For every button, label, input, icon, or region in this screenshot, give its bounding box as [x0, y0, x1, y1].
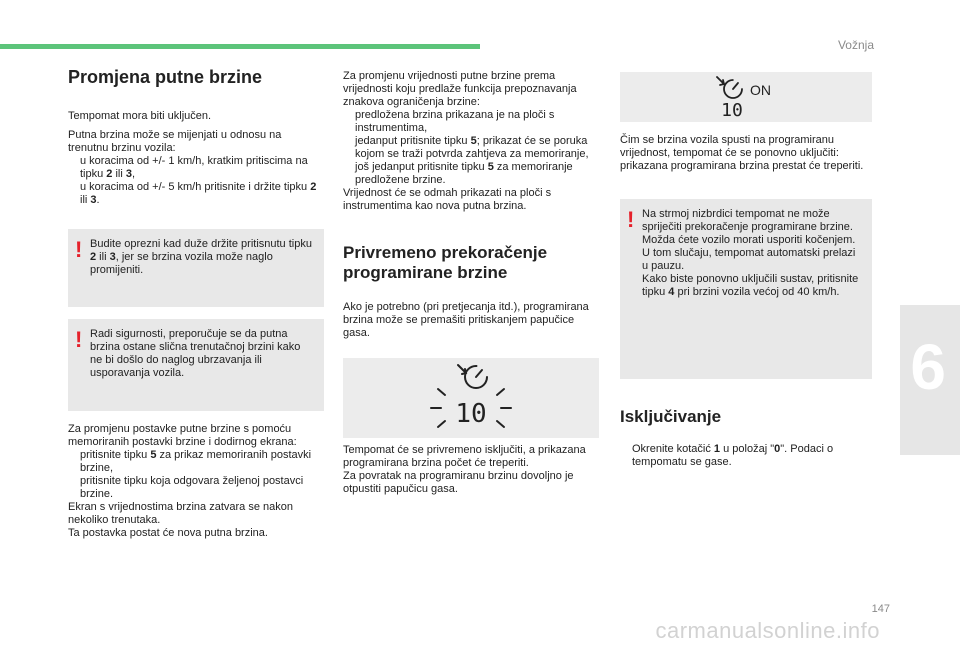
paragraph: Za promjenu postavke putne brzine s pomoću memoriranih postavki brzine i dodirnog ekrana: [68, 423, 297, 448]
illustration-blinking-speed [343, 358, 599, 438]
header-accent-bar [0, 44, 480, 49]
paragraph: Ta postavka postat će nova putna brzina. [68, 527, 268, 539]
bullet-icon [68, 449, 80, 475]
warning-box: ! Budite oprezni kad duže držite pritisnutu tipku 2 ili 3, jer se brzina vozila može naglo promijeniti. [68, 229, 324, 307]
warning-icon: ! [627, 207, 635, 232]
paragraph: Tempomat mora biti uključen. [68, 110, 212, 122]
bullet-icon [343, 135, 355, 161]
cruise-on-icon [706, 74, 786, 120]
bullet-icon [68, 155, 80, 181]
page-number: 147 [871, 603, 890, 615]
list-item: još jedanput pritisnite tipku 5 za memoriranje predložene brzine. [343, 161, 599, 187]
paragraph: Za promjenu vrijednosti putne brzine prema vrijednosti koju predlaže funkcija prepoznavanja znakova ograničenja brzine: [343, 70, 577, 108]
bullet-icon [343, 161, 355, 187]
paragraph: Putna brzina može se mijenjati u odnosu na trenutnu brzinu vozila: [68, 129, 282, 154]
chapter-number: 6 [910, 331, 946, 403]
paragraph: Za povratak na programiranu brzinu dovoljno je otpustiti papučicu gasa. [343, 470, 574, 495]
watermark: carmanualsonline.info [655, 618, 880, 643]
heading-temporary-overrun: Privremeno prekoračenje programirane brzine [343, 243, 548, 282]
section-title: Vožnja [837, 38, 874, 52]
paragraph: Ako je potrebno (pri pretjecanja itd.), programirana brzina može se premašiti pritiskanjem papučice gasa. [343, 301, 589, 339]
svg-text:10: 10 [455, 399, 487, 429]
cruise-blink-icon [426, 361, 516, 435]
bullet-icon [620, 443, 632, 469]
heading-switching-off: Isključivanje [620, 407, 722, 426]
warning-icon: ! [75, 237, 83, 262]
paragraph: Tempomat će se privremeno isključiti, a prikazana programirana brzina počet će treperiti. [343, 444, 586, 469]
paragraph: Vrijednost će se odmah prikazati na ploči s instrumentima kao nova putna brzina. [343, 187, 552, 212]
bullet-icon [343, 109, 355, 135]
list-item: jedanput pritisnite tipku 5; prikazat će se poruka kojom se traži potvrda zahtjeva za memoriranje, [343, 135, 599, 161]
bullet-icon [68, 181, 80, 207]
paragraph: Čim se brzina vozila spusti na programiranu vrijednost, tempomat će se ponovno uključiti: prikazana programirana brzina prestat će treperiti. [620, 134, 864, 172]
illustration-cruise-on [620, 72, 872, 122]
warning-box: ! Radi sigurnosti, preporučuje se da putna brzina ostane slična trenutačnoj brzini kako ne bi došlo do naglog ubrzavanja ili usporavanja vozila. [68, 319, 324, 411]
warning-icon: ! [75, 327, 83, 352]
column-1 [68, 64, 324, 540]
column-2 [343, 70, 599, 496]
list-item: Okrenite kotačić 1 u položaj "0". Podaci o tempomatu se gase. [620, 443, 872, 469]
svg-text:10: 10 [721, 100, 743, 120]
list-item: u koracima od +/- 5 km/h pritisnite i držite tipku 2 ili 3. [68, 181, 324, 207]
list-item: predložena brzina prikazana je na ploči s instrumentima, [343, 109, 599, 135]
list-item: pritisnite tipku koja odgovara željenoj postavci brzine. [68, 475, 324, 501]
warning-box: ! Na strmoj nizbrdici tempomat ne može spriječiti prekoračenje programirane brzine. Možda ćete vozilo morati usporiti kočenjem. U tom slučaju, tempomat automatski prelazi u pauzu. Kako biste ponovno uključili sustav, pritisnite tipku 4 pri brzini vozila većoj od 40 km/h. [620, 199, 872, 379]
bullet-icon [68, 475, 80, 501]
heading-change-speed: Promjena putne brzine [68, 67, 263, 87]
paragraph: Ekran s vrijednostima brzina zatvara se nakon nekoliko trenutaka. [68, 501, 293, 526]
column-3 [620, 72, 872, 469]
svg-text:ON: ON [750, 82, 771, 98]
list-item: pritisnite tipku 5 za prikaz memoriranih postavki brzine, [68, 449, 324, 475]
list-item: u koracima od +/- 1 km/h, kratkim pritiscima na tipku 2 ili 3, [68, 155, 324, 181]
